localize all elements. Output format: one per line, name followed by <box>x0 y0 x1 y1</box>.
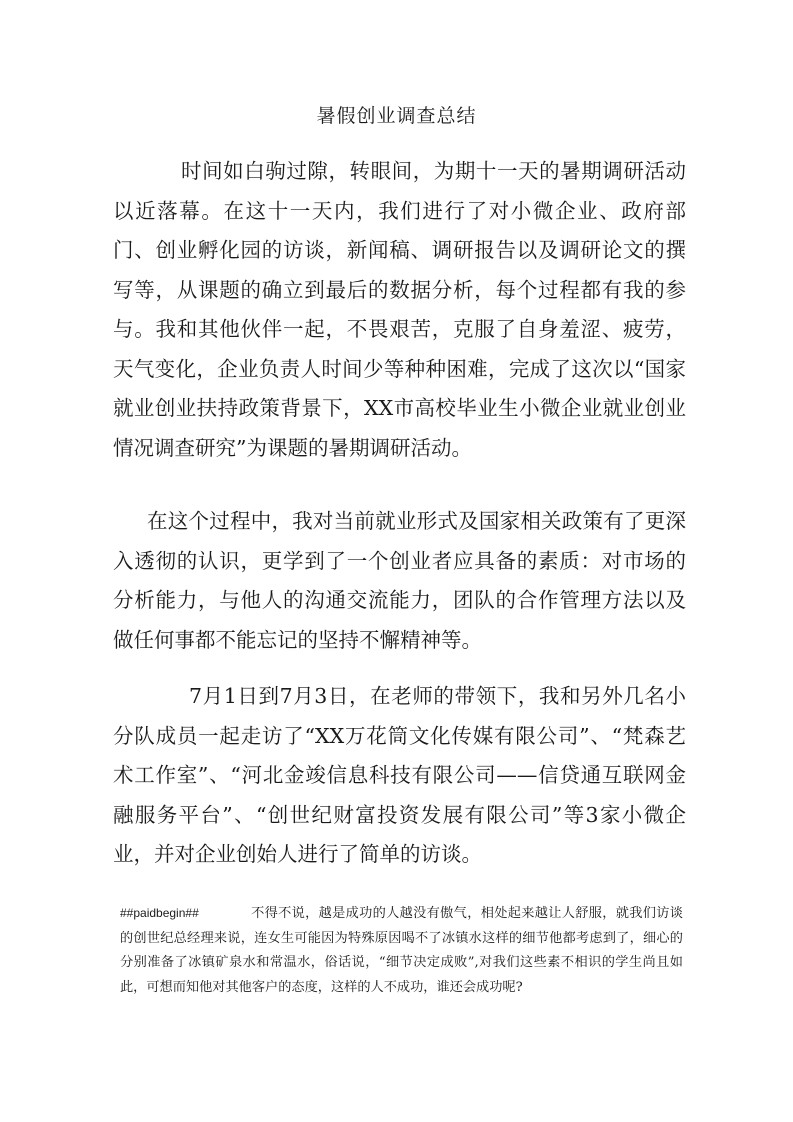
paid-paragraph: 不得不说，越是成功的人越没有傲气，相处起来越让人舒服，就我们访谈的创世纪总经理来说，连女生可能因为特殊原因喝不了冰镇水这样的细节他都考虑到了，细心的分别准备了冰镇矿泉水和常温水，俗话说，“细节决定成败”,对我们这些素不相识的学生尚且如此，可想而知他对其他客户的态度，这样的人不成功，谁还会成功呢? <box>120 906 683 995</box>
paragraph-1: 时间如白驹过隙，转眼间，为期十一天的暑期调研活动以近落幕。在这十一天内，我们进行了对小微企业、政府部门、创业孵化园的访谈，新闻稿、调研报告以及调研论文的撰写等，从课题的确立到最后的数据分析，每个过程都有我的参与。我和其他伙伴一起，不畏艰苦，克服了自身羞涩、疲劳，天气变化，企业负责人时间少等种种困难，完成了这次以“国家就业创业扶持政策背景下，XX市高校毕业生小微企业就业创业情况调查研究”为课题的暑期调研活动。 <box>113 159 686 460</box>
paragraph-3: 7月1日到7月3日，在老师的带领下，我和另外几名小分队成员一起走访了“XX万花筒文化传媒有限公司”、“梵森艺术工作室”、“河北金竣信息科技有限公司——信贷通互联网金融服务平台”、“创世纪财富投资发展有限公司”等3家小微企业，并对企业创始人进行了简单的访谈。 <box>113 684 686 866</box>
paid-section <box>120 901 683 1000</box>
paragraph-2: 在这个过程中，我对当前就业形式及国家相关政策有了更深入透彻的认识，更学到了一个创业者应具备的素质：对市场的分析能力，与他人的沟通交流能力，团队的合作管理方法以及做任何事都不能忘记的坚持不懈精神等。 <box>113 509 686 652</box>
paid-begin-tag: ##paidbegin## <box>120 906 199 920</box>
document-title: 暑假创业调查总结 <box>316 105 477 127</box>
